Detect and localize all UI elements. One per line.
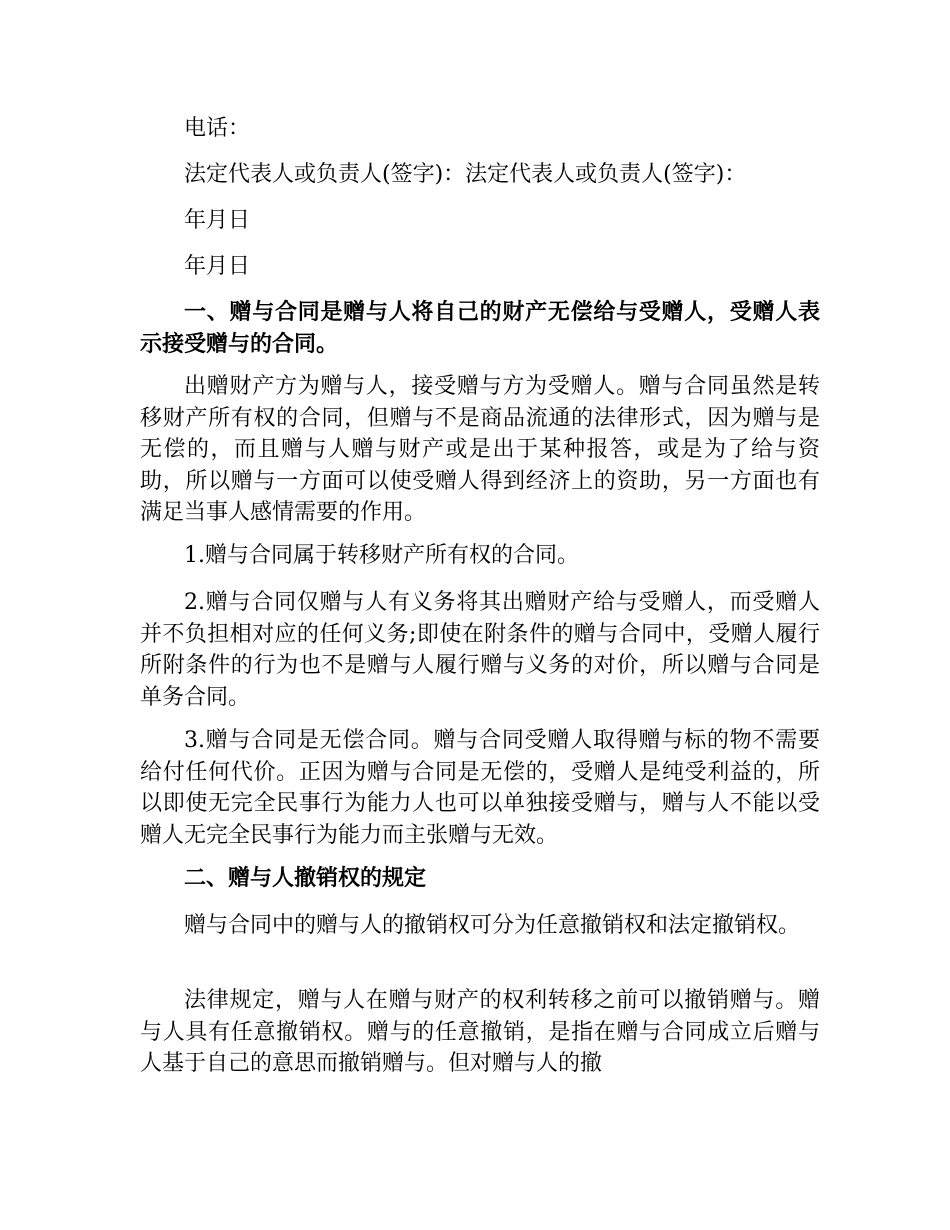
phone-line: 电话： xyxy=(184,116,251,141)
section-1-point-2: 2.赠与合同仅赠与人有义务将其出赠财产给与受赠人，而受赠人并不负担相对应的任何义务;即使在附条件的赠与合同中，受赠人履行所附条件的行为也不是赠与人履行赠与义务的对价，所以赠与合同是单务合同。 xyxy=(140,590,820,710)
section-1-point-3: 3.赠与合同是无偿合同。赠与合同受赠人取得赠与标的物不需要给付任何代价。正因为赠与合同是无偿的，受赠人是纯受利益的，所以即使无完全民事行为能力人也可以单独接受赠与，赠与人不能以受赠人无完全民事行为能力而主张赠与无效。 xyxy=(140,728,820,848)
representatives-signature-line: 法定代表人或负责人(签字)：法定代表人或负责人(签字)： xyxy=(184,162,747,187)
section-2-paragraph-1: 赠与合同中的赠与人的撤销权可分为任意撤销权和法定撤销权。 xyxy=(184,913,801,938)
section-2-heading: 二、赠与人撤销权的规定 xyxy=(184,865,427,891)
date-line: 年月日 xyxy=(184,254,251,279)
section-2-paragraph-2: 法律规定，赠与人在赠与财产的权利转移之前可以撤销赠与。赠与人具有任意撤销权。赠与的任意撤销，是指在赠与合同成立后赠与人基于自己的意思而撤销赠与。但对赠与人的撤 xyxy=(140,988,820,1076)
section-1-point-1: 1.赠与合同属于转移财产所有权的合同。 xyxy=(184,543,579,568)
section-1-intro: 出赠财产方为赠与人，接受赠与方为受赠人。赠与合同虽然是转移财产所有权的合同，但赠与不是商品流通的法律形式，因为赠与是无偿的，而且赠与人赠与财产或是出于某种报答，或是为了给与资助，所以赠与一方面可以使受赠人得到经济上的资助，另一方面也有满足当事人感情需要的作用。 xyxy=(140,374,820,525)
section-1-heading: 一、赠与合同是赠与人将自己的财产无偿给与受赠人，受赠人表示接受赠与的合同。 xyxy=(140,299,820,357)
date-line: 年月日 xyxy=(184,208,251,233)
